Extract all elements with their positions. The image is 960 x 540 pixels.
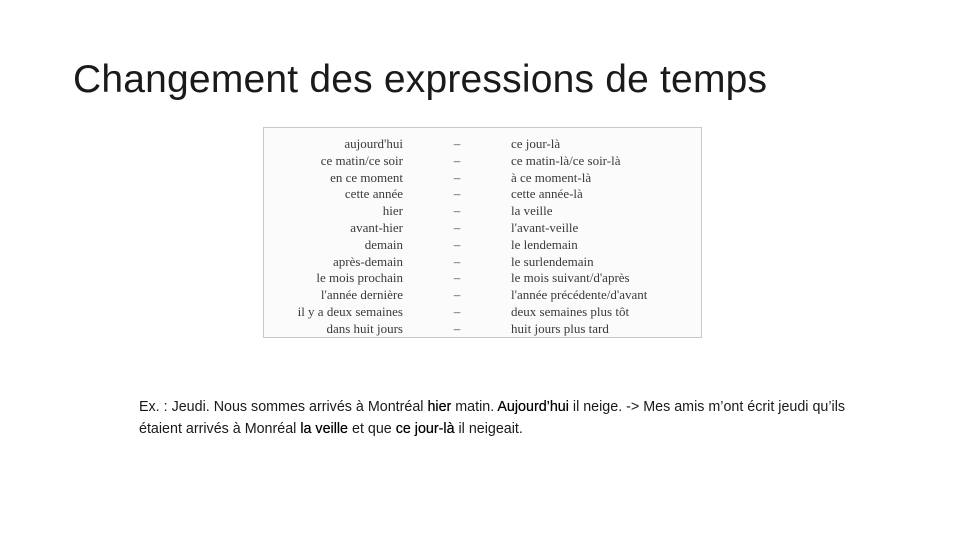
expression-original: en ce moment <box>330 169 403 185</box>
expression-reported: à ce moment-là <box>511 169 592 185</box>
expression-reported: ce matin-là/ce soir-là <box>511 152 621 168</box>
expression-reported: l'année précédente/d'avant <box>511 287 648 303</box>
table-row <box>264 220 701 237</box>
expression-original: hier <box>382 203 403 219</box>
expression-original: après-demain <box>332 253 403 269</box>
expression-original: demain <box>364 236 403 252</box>
expression-reported: deux semaines plus tôt <box>511 303 630 319</box>
table-row <box>264 203 701 220</box>
expression-separator: – <box>453 287 461 303</box>
time-expressions-table <box>263 127 702 338</box>
expression-separator: – <box>453 152 461 168</box>
expression-reported: ce jour-là <box>511 136 561 151</box>
expression-separator: – <box>453 186 461 202</box>
table-row <box>264 170 701 187</box>
table-row <box>264 254 701 271</box>
table-row <box>264 153 701 170</box>
expression-separator: – <box>453 303 461 319</box>
slide-title: Changement des expressions de temps <box>73 58 768 101</box>
expression-reported: le surlendemain <box>511 253 594 269</box>
expression-reported: le lendemain <box>511 236 578 252</box>
table-row <box>264 321 701 338</box>
example-highlight-ce-jour-la: ce jour-là <box>395 421 455 437</box>
example-highlight-aujourdhui: Aujourd’hui <box>497 399 569 415</box>
expression-original: aujourd'hui <box>344 136 403 151</box>
example-text: matin. <box>451 399 498 415</box>
expression-original: il y a deux semaines <box>297 303 403 319</box>
expression-separator: – <box>453 320 461 336</box>
table-row <box>264 304 701 321</box>
expression-original: avant-hier <box>350 219 403 235</box>
table-row <box>264 186 701 203</box>
expression-separator: – <box>453 203 461 219</box>
expression-reported: cette année-là <box>511 186 583 202</box>
expression-reported: le mois suivant/d'après <box>511 270 630 286</box>
expression-reported: la veille <box>511 203 553 219</box>
expression-separator: – <box>453 236 461 252</box>
expression-separator: – <box>453 169 461 185</box>
table-row <box>264 270 701 287</box>
example-text: il neige. -> Mes amis m’ont écrit jeudi qu’ils étaient arrivés à Monréal <box>139 399 846 437</box>
expressions-table <box>264 136 701 338</box>
expression-original: ce matin/ce soir <box>320 152 403 168</box>
example-paragraph <box>139 396 859 440</box>
expression-original: le mois prochain <box>316 270 403 286</box>
expression-separator: – <box>453 253 461 269</box>
expression-original: dans huit jours <box>326 320 403 336</box>
example-highlight-la-veille: la veille <box>300 421 349 437</box>
example-text: Ex. : Jeudi. Nous sommes arrivés à Montréal <box>139 399 428 415</box>
expression-separator: – <box>453 219 461 235</box>
table-row <box>264 136 701 153</box>
expression-original: cette année <box>344 186 403 202</box>
expression-reported: huit jours plus tard <box>511 320 609 336</box>
expression-separator: – <box>453 136 461 151</box>
table-row <box>264 287 701 304</box>
example-highlight-hier: hier <box>427 399 452 415</box>
table-body <box>264 136 701 338</box>
example-text: et que <box>348 421 396 437</box>
example-text: il neigeait. <box>454 421 523 437</box>
expression-original: l'année dernière <box>320 287 403 303</box>
expression-reported: l'avant-veille <box>511 219 579 235</box>
table-row <box>264 237 701 254</box>
expression-separator: – <box>453 270 461 286</box>
